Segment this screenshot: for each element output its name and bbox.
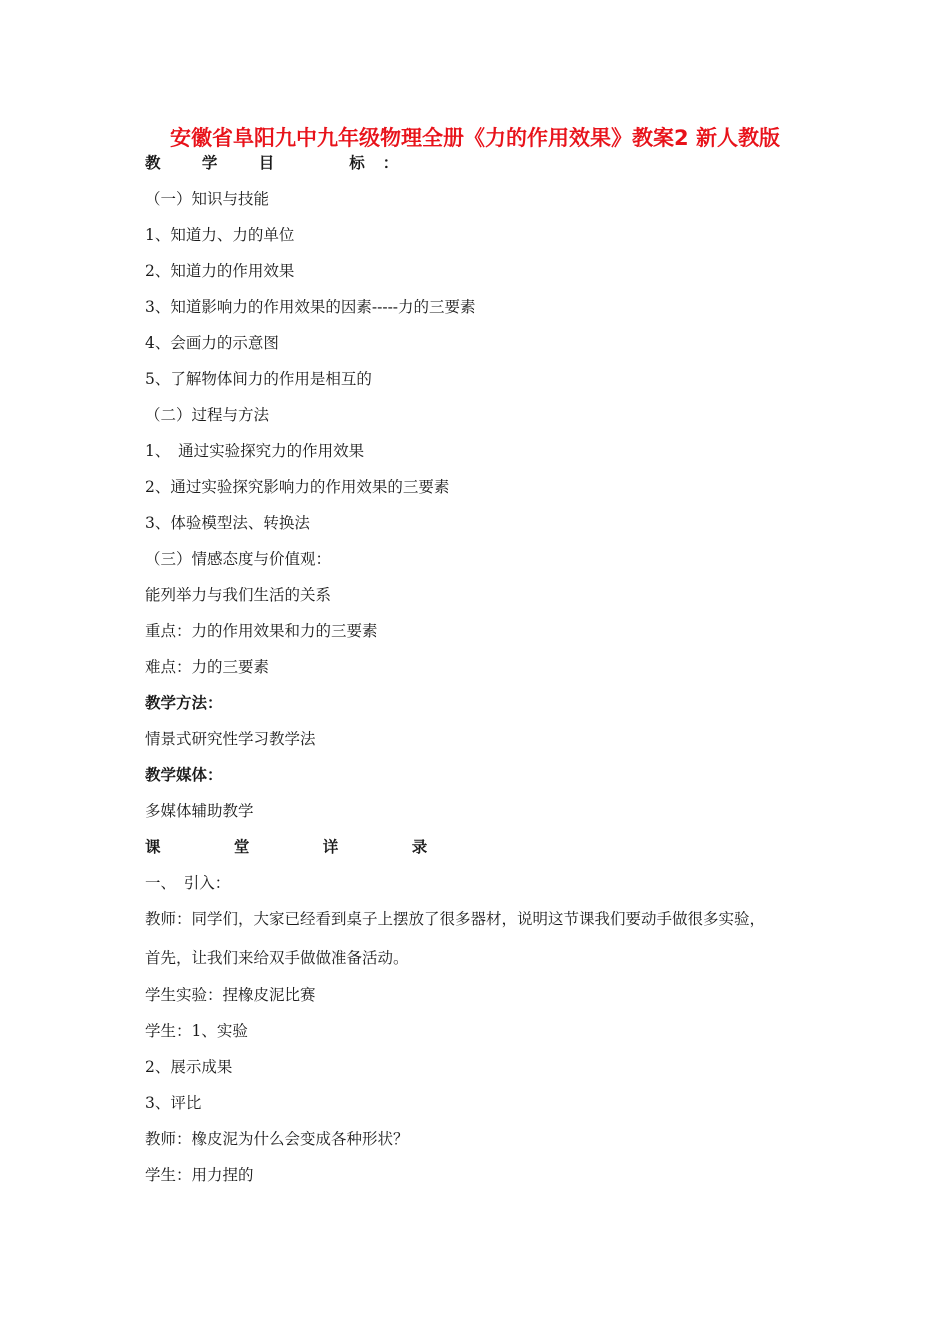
teacher-question: 教师：橡皮泥为什么会变成各种形状？ [145, 1130, 409, 1148]
student-step-1: 学生：1、实验 [145, 1022, 248, 1040]
student-experiment: 学生实验：捏橡皮泥比赛 [145, 986, 316, 1004]
key-point: 重点：力的作用效果和力的三要素 [145, 622, 378, 640]
difficult-point: 难点：力的三要素 [145, 658, 270, 676]
student-step-3: 3、评比 [145, 1094, 202, 1112]
subsection-process-methods: （二）过程与方法 [145, 406, 270, 424]
objective-item-3: 3、知道影响力的作用效果的因素-----力的三要素 [145, 298, 476, 316]
objective-item-2: 2、知道力的作用效果 [145, 262, 295, 280]
teacher-paragraph-line-2: 首先，让我们来给双手做做准备活动。 [145, 949, 409, 967]
student-answer: 学生：用力捏的 [145, 1166, 254, 1184]
attitude-item: 能列举力与我们生活的关系 [145, 586, 332, 604]
section-heading-teaching-methods: 教学方法： [145, 694, 223, 712]
intro-heading: 一、 引入： [145, 874, 231, 892]
teaching-media-text: 多媒体辅助教学 [145, 802, 254, 820]
subsection-attitudes-values: （三）情感态度与价值观： [145, 550, 332, 568]
document-title: 安徽省阜阳九中九年级物理全册《力的作用效果》教案2 新人教版 [170, 126, 780, 150]
teaching-method-text: 情景式研究性学习教学法 [145, 730, 316, 748]
process-item-3: 3、体验模型法、转换法 [145, 514, 310, 532]
section-heading-class-record: 课 堂 详 录 [145, 838, 462, 856]
objective-item-4: 4、会画力的示意图 [145, 334, 279, 352]
subsection-knowledge-skills: （一）知识与技能 [145, 190, 270, 208]
section-heading-teaching-media: 教学媒体： [145, 766, 223, 784]
section-heading-teaching-objectives: 教 学 目 标： [145, 154, 417, 172]
student-step-2: 2、展示成果 [145, 1058, 233, 1076]
objective-item-1: 1、知道力、力的单位 [145, 226, 295, 244]
objective-item-5: 5、了解物体间力的作用是相互的 [145, 370, 372, 388]
process-item-2: 2、通过实验探究影响力的作用效果的三要素 [145, 478, 450, 496]
process-item-1: 1、 通过实验探究力的作用效果 [145, 442, 365, 460]
teacher-paragraph-line-1: 教师：同学们，大家已经看到桌子上摆放了很多器材，说明这节课我们要动手做很多实验， [145, 910, 766, 928]
